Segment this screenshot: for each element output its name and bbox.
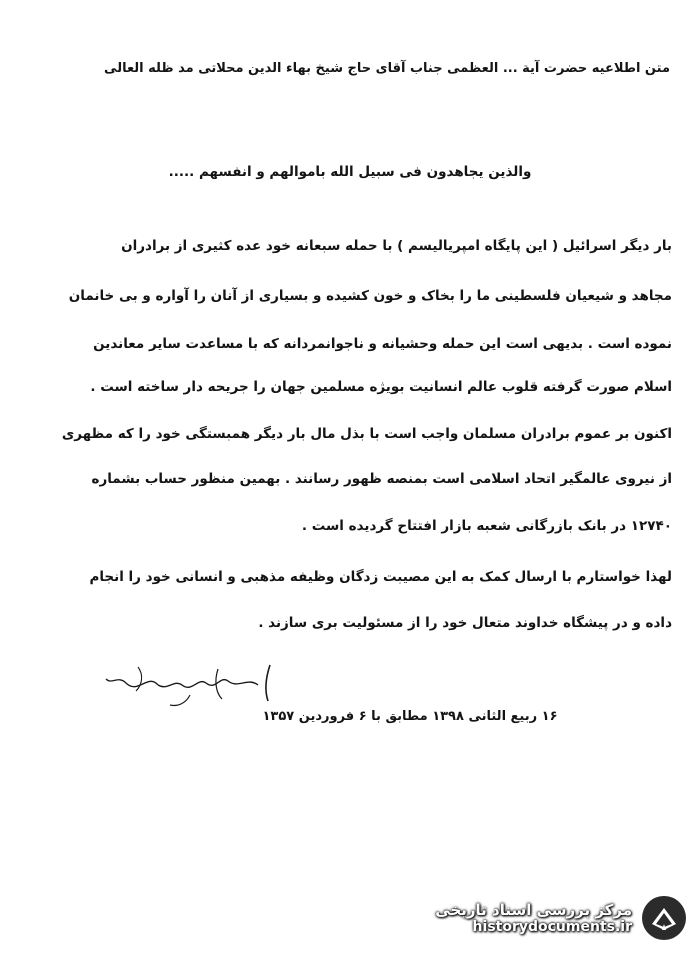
watermark [435,894,688,942]
body-line-8: لهذا خواستارم با ارسال کمک به این مصیبت زدگان وظیفه مذهبی و انسانی خود را انجام [89,569,672,585]
body-line-5: اکنون بر عموم برادران مسلمان واجب است با بذل مال بار دیگر همبستگی خود را که مظهری [61,426,672,442]
body-line-1: بار دیگر اسرائیل ( این پایگاه امپریالیسم ) با حمله سبعانه خود عده کثیری از برادران [121,238,672,254]
document-heading: متن اطلاعیه حضرت آیة ... العظمی جناب آقای حاج شیخ بهاء الدین محلاتی مد ظله العالی [104,61,670,76]
watermark-site-name: مرکز بررسی اسناد تاریخی [435,901,632,919]
book-logo-icon [640,894,688,942]
quranic-verse: والذین یجاهدون فی سبیل الله باموالهم و انفسهم ..... [168,164,532,180]
document-date: ۱۶ ربیع الثانی ۱۳۹۸ مطابق با ۶ فروردین ۱۳۵۷ [262,709,558,724]
body-line-7: ۱۲۷۴۰ در بانک بازرگانی شعبه بازار افتتاح گردیده است . [301,518,672,534]
body-line-3: نموده است . بدیهی است این حمله وحشیانه و ناجوانمردانه که با مساعدت سایر معاندین [93,336,672,352]
body-line-2: مجاهد و شیعیان فلسطینی ما را بخاک و خون کشیده و بسیاری از آنان را آواره و بی خانمان [68,288,672,304]
body-line-9: داده و در پیشگاه خداوند متعال خود را از مسئولیت بری سازند . [258,615,672,631]
body-line-6: از نیروی عالمگیر اتحاد اسلامی است بمنصه ظهور رسانند . بهمین منظور حساب بشماره [91,471,672,487]
body-line-4: اسلام صورت گرفته قلوب عالم انسانیت بویژه مسلمین جهان را جریحه دار ساخته است . [90,379,672,395]
watermark-url: historydocuments.ir [472,919,632,935]
